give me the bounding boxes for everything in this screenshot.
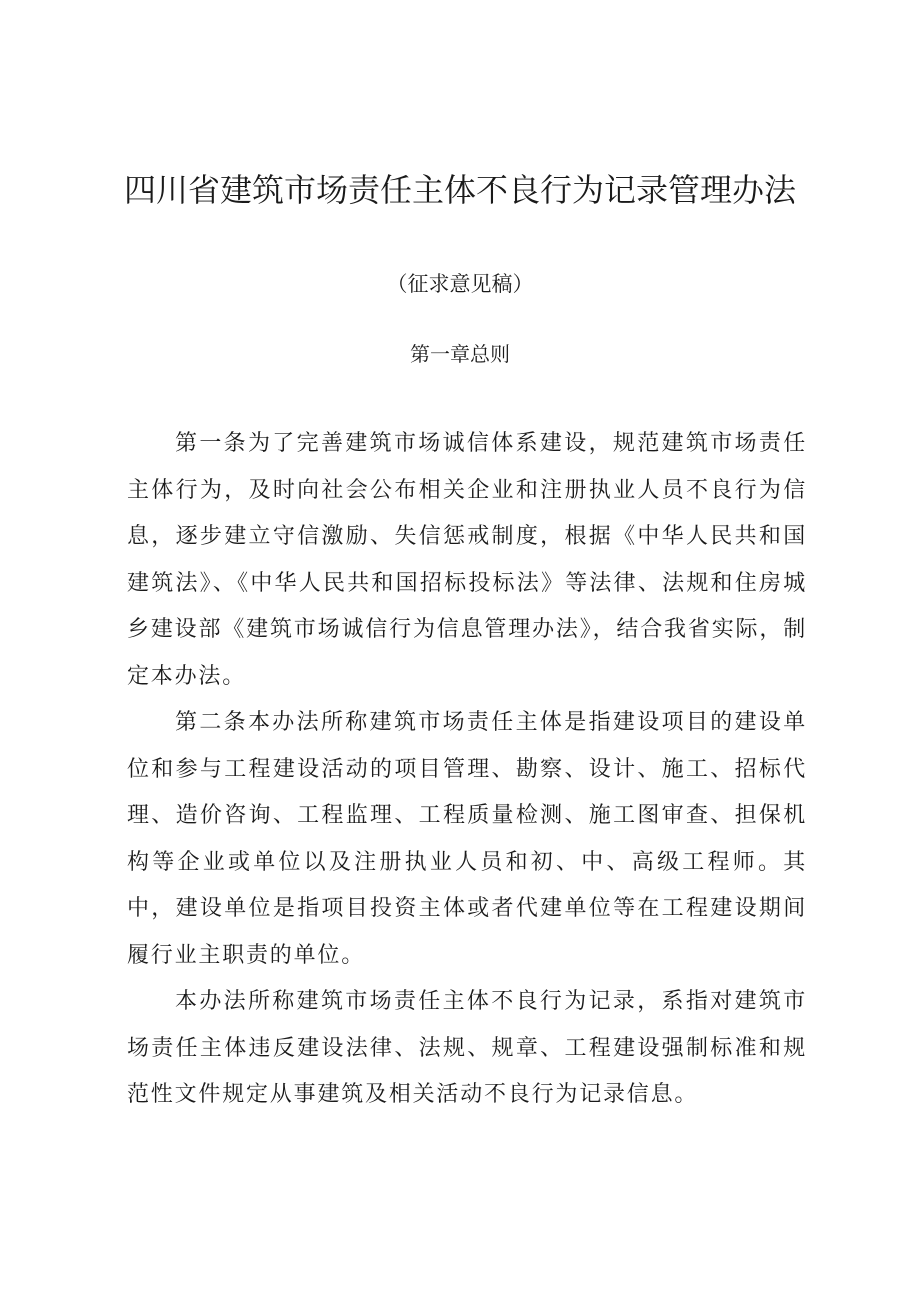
paragraph-article-2-cont: 本办法所称建筑市场责任主体不良行为记录，系指对建筑市场责任主体违反建设法律、法规、规章、工程建设强制标准和规范性文件规定从事建筑及相关活动不良行为记录信息。: [127, 989, 807, 1107]
document-subtitle: （征求意见稿）: [386, 272, 534, 296]
chapter-heading: 第一章总则: [410, 342, 510, 366]
paragraph-article-2: 第二条本办法所称建筑市场责任主体是指建设项目的建设单位和参与工程建设活动的项目管理、勘察、设计、施工、招标代理、造价咨询、工程监理、工程质量检测、施工图审查、担保机构等企业或单位以及注册执业人员和初、中、高级工程师。其中，建设单位是指项目投资主体或者代建单位等在工程建设期间履行业主职责的单位。: [127, 710, 807, 968]
document-title: 四川省建筑市场责任主体不良行为记录管理办法: [123, 171, 796, 209]
paragraph-article-1: 第一条为了完善建筑市场诚信体系建设，规范建筑市场责任主体行为，及时向社会公布相关企业和注册执业人员不良行为信息，逐步建立守信激励、失信惩戒制度，根据《中华人民共和国建筑法》、《中华人民共和国招标投标法》等法律、法规和住房城乡建设部《建筑市场诚信行为信息管理办法》，结合我省实际，制定本办法。: [127, 431, 807, 689]
document-body: [127, 421, 807, 1119]
